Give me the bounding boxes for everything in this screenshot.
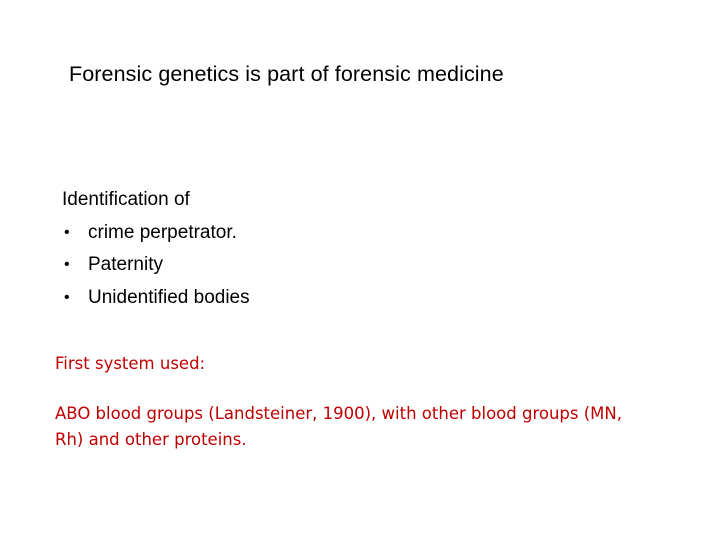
identification-list [62,217,250,315]
first-system-label: First system used: [55,354,206,373]
list-item-text: Unidentified bodies [88,286,250,308]
list-item-text: Paternity [88,254,163,275]
list-item [62,249,250,282]
bullet-icon: • [64,288,70,306]
abo-description [55,401,695,453]
list-item [62,282,250,315]
abo-line-1: ABO blood groups (Landsteiner, 1900), with other blood groups (MN, [55,404,622,423]
bullet-icon: • [64,223,70,241]
list-item [62,217,250,250]
identification-block [62,184,250,314]
slide-title: Forensic genetics is part of forensic medicine [69,62,504,86]
identification-heading: Identification of [62,189,190,210]
abo-line-2: Rh) and other proteins. [55,430,247,449]
bullet-icon: • [64,256,70,273]
list-item-text: crime perpetrator. [88,221,237,243]
